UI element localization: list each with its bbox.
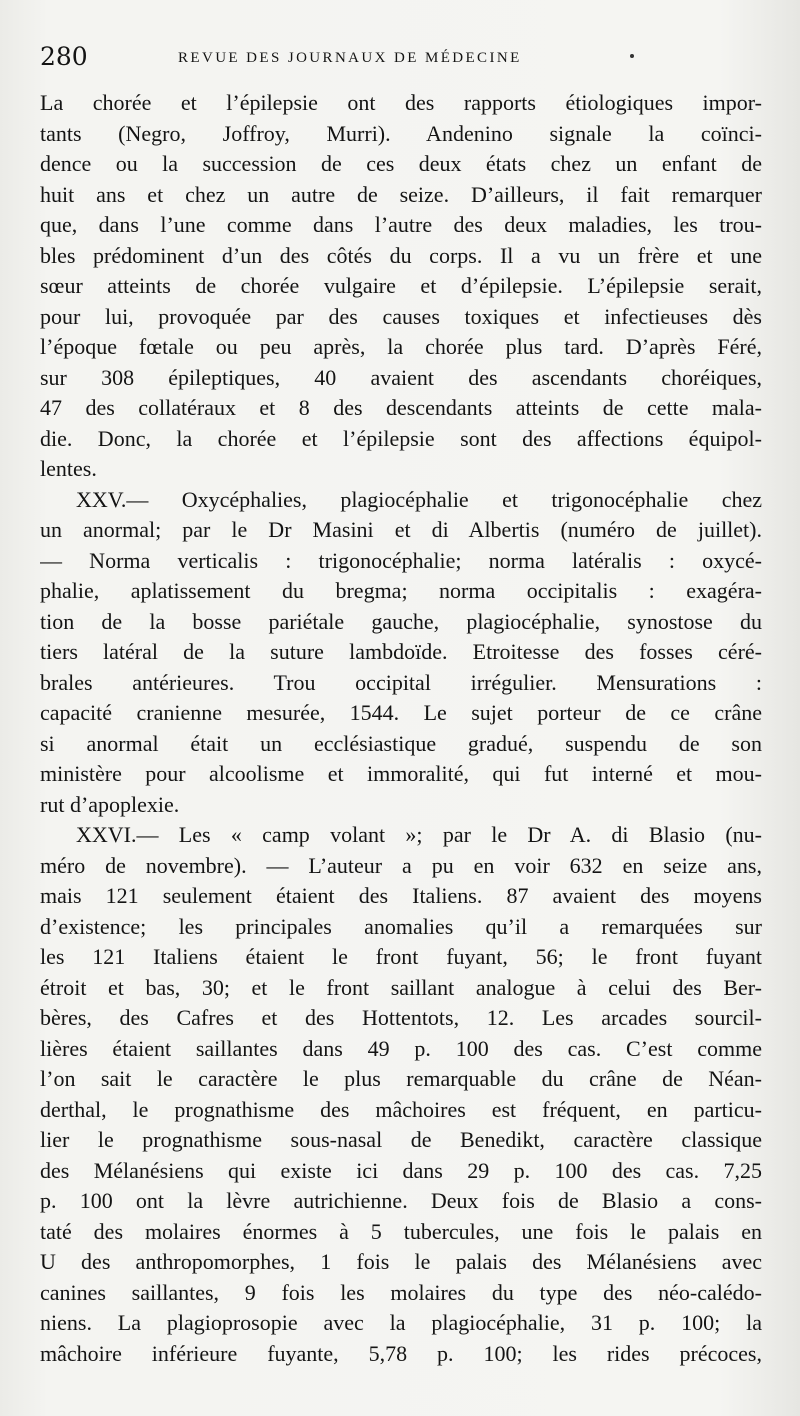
text-line: si anormal était un ecclésiastique gradué, suspendu de son bbox=[40, 730, 762, 756]
text-line: U des anthropomorphes, 1 fois le palais des Mélanésiens avec bbox=[40, 1249, 762, 1274]
text-line: que, dans l’une comme dans l’autre des deux maladies, les trou- bbox=[40, 212, 762, 237]
body-text bbox=[40, 88, 762, 1369]
text-line: tants (Negro, Joffroy, Murri). Andenino signale la coïnci- bbox=[40, 120, 762, 146]
text-line: huit ans et chez un autre de seize. D’ailleurs, il fait remarquer bbox=[40, 181, 762, 207]
text-line: mâchoire inférieure fuyante, 5,78 p. 100; les rides précoces, bbox=[40, 1340, 762, 1366]
text-line: sur 308 épileptiques, 40 avaient des ascendants choréiques, bbox=[40, 364, 762, 390]
speck bbox=[630, 54, 634, 58]
text-line: bères, des Cafres et des Hottentots, 12. Les arcades sourcil- bbox=[40, 1005, 762, 1030]
text-line: méro de novembre). — L’auteur a pu en voir 632 en seize ans, bbox=[40, 852, 762, 878]
text-line: ministère pour alcoolisme et immoralité, qui fut interné et mou- bbox=[40, 761, 762, 786]
text-line: sœur atteints de chorée vulgaire et d’épilepsie. L’épilepsie serait, bbox=[40, 273, 762, 298]
text-line: pour lui, provoquée par des causes toxiques et infectieuses dès bbox=[40, 303, 762, 329]
text-line: XXVI.— Les « camp volant »; par le Dr A. di Blasio (nu- bbox=[76, 822, 762, 847]
text-line: l’on sait le caractère le plus remarquable du crâne de Néan- bbox=[40, 1066, 762, 1091]
text-line: lières étaient saillantes dans 49 p. 100 des cas. C’est comme bbox=[40, 1035, 762, 1061]
text-line: dence ou la succession de ces deux états chez un enfant de bbox=[40, 151, 762, 176]
text-line: étroit et bas, 30; et le front saillant analogue à celui des Ber- bbox=[40, 974, 762, 1000]
page-header bbox=[40, 40, 762, 80]
text-line: phalie, aplatissement du bregma; norma occipitalis : exagéra- bbox=[40, 578, 762, 603]
text-line: d’existence; les principales anomalies qu’il a remarquées sur bbox=[40, 913, 762, 939]
text-line: capacité cranienne mesurée, 1544. Le sujet porteur de ce crâne bbox=[40, 700, 762, 725]
text-line: lentes. bbox=[40, 456, 97, 481]
text-line: XXV.— Oxycéphalies, plagiocéphalie et trigonocéphalie chez bbox=[76, 486, 762, 512]
text-line: tiers latéral de la suture lambdoïde. Etroitesse des fosses céré- bbox=[40, 639, 762, 664]
running-title: REVUE DES JOURNAUX DE MÉDECINE bbox=[178, 50, 522, 66]
text-line: derthal, le prognathisme des mâchoires est fréquent, en particu- bbox=[40, 1096, 762, 1122]
text-line: niens. La plagioprosopie avec la plagiocéphalie, 31 p. 100; la bbox=[40, 1310, 762, 1335]
text-line: p. 100 ont la lèvre autrichienne. Deux fois de Blasio a cons- bbox=[40, 1188, 762, 1213]
text-line: rut d’apoplexie. bbox=[40, 791, 180, 817]
text-line: des Mélanésiens qui existe ici dans 29 p. 100 des cas. 7,25 bbox=[40, 1157, 762, 1183]
page-number: 280 bbox=[40, 42, 88, 71]
text-line: l’époque fœtale ou peu après, la chorée plus tard. D’après Féré, bbox=[40, 334, 762, 359]
text-line: canines saillantes, 9 fois les molaires du type des néo-calédo- bbox=[40, 1279, 762, 1305]
text-line: mais 121 seulement étaient des Italiens. 87 avaient des moyens bbox=[40, 883, 762, 908]
text-line: La chorée et l’épilepsie ont des rapports étiologiques impor- bbox=[40, 90, 762, 115]
text-line: les 121 Italiens étaient le front fuyant, 56; le front fuyant bbox=[40, 944, 762, 969]
text-line: tion de la bosse pariétale gauche, plagiocéphalie, synostose du bbox=[40, 608, 762, 634]
text-line: taté des molaires énormes à 5 tubercules, une fois le palais en bbox=[40, 1218, 762, 1244]
text-line: 47 des collatéraux et 8 des descendants atteints de cette mala- bbox=[40, 395, 762, 420]
text-line: un anormal; par le Dr Masini et di Albertis (numéro de juillet). bbox=[40, 517, 762, 542]
text-line: — Norma verticalis : trigonocéphalie; norma latéralis : oxycé- bbox=[40, 547, 762, 573]
text-line: lier le prognathisme sous-nasal de Benedikt, caractère classique bbox=[40, 1127, 762, 1152]
text-line: brales antérieures. Trou occipital irrégulier. Mensurations : bbox=[40, 669, 762, 695]
text-line: bles prédominent d’un des côtés du corps. Il a vu un frère et une bbox=[40, 242, 762, 268]
text-line: die. Donc, la chorée et l’épilepsie sont des affections équipol- bbox=[40, 425, 762, 451]
